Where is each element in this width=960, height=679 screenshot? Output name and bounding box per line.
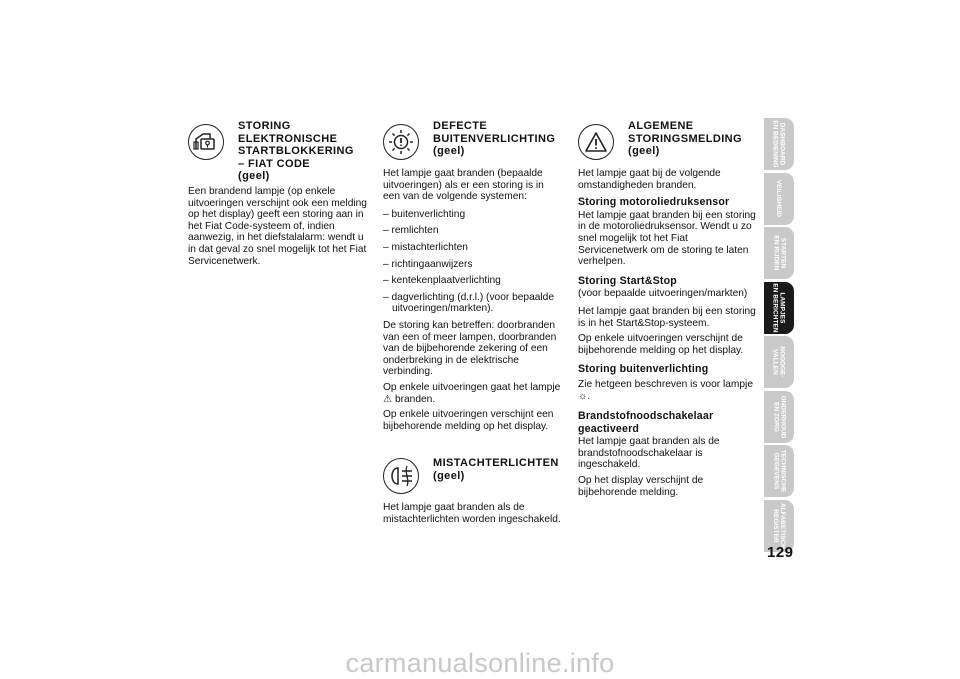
rear-fog-light-icon [383, 458, 419, 494]
start-stop-body-display: Op enkele uitvoeringen verschijnt de bijbehorende melding op het display. [578, 333, 744, 356]
rear-fog-header [383, 454, 563, 494]
page-number: 129 [767, 544, 794, 561]
chapter-tabs [764, 118, 796, 554]
start-stop-body: Het lampje gaat branden bij een storing is in het Start&Stop-systeem. [578, 305, 756, 329]
list-item: – buitenverlichting [383, 208, 466, 220]
tab-emergency[interactable]: NOODGE- VALLEN [764, 336, 794, 388]
column-general-fault [578, 120, 758, 502]
list-item: – richtingaanwijzers [383, 258, 473, 270]
tab-technical-data[interactable]: TECHNISCHE GEGEVENS [764, 445, 794, 497]
exterior-lights-note-warning: Op enkele uitvoeringen gaat het lampje ⚠ branden. [383, 381, 561, 405]
rear-fog-body: Het lampje gaat branden als de mistachterlichten worden ingeschakeld. [383, 502, 561, 525]
tab-maintenance[interactable]: ONDERHOUD EN ZORG [764, 391, 794, 443]
fuel-cutoff-body: Het lampje gaat branden als de brandstofnoodschakelaar is ingeschakeld. [578, 436, 720, 471]
start-stop-note: (voor bepaalde uitvoeringen/markten) [578, 288, 748, 300]
exterior-light-fault-icon [383, 124, 419, 160]
watermark: carmanualsonline.info [345, 648, 615, 678]
exterior-lights-cause: De storing kan betreffen: doorbranden van een of meer lampen, doorbranden van de bijbehorende zekering of een onderbreking in de elektrische verbinding. [383, 319, 557, 378]
exterior-lights-header [383, 120, 563, 160]
exterior-lights-note-display: Op enkele uitvoeringen verschijnt een bijbehorende melding op het display. [383, 409, 554, 432]
list-item: – dagverlichting (d.r.l.) (voor bepaalde uitvoeringen/markten). [383, 291, 555, 315]
oil-sensor-body: Het lampje gaat branden bij een storing in de motoroliedruksensor. Wendt u zo snel mogelijk tot het Fiat Servicenetwerk om de storing te laten verhelpen. [578, 209, 756, 268]
tab-starting[interactable]: STARTEN EN RIJDEN [764, 227, 794, 279]
tab-safety[interactable]: VEILIGHEID [764, 173, 794, 225]
list-item: – mistachterlichten [383, 241, 468, 253]
warning-triangle-icon [578, 124, 614, 160]
tab-dashboard[interactable]: DASHBOARD EN BEDIENING [764, 118, 794, 170]
list-item: – remlichten [383, 225, 439, 237]
fuel-cutoff-body-display: Op het display verschijnt de bijbehorende melding. [578, 475, 704, 498]
subheading-fuel-cutoff: Brandstofnoodschakelaar geactiveerd [578, 410, 714, 435]
tab-index[interactable]: ALFABETISCH REGISTER [764, 500, 794, 552]
general-fault-intro: Het lampje gaat bij de volgende omstandigheden branden. [578, 168, 721, 191]
rear-fog-title: MISTACHTERLICHTEN (geel) [433, 457, 559, 482]
immobilizer-key-icon [188, 124, 224, 160]
general-fault-title: ALGEMENE STORINGSMELDING (geel) [628, 120, 742, 158]
subheading-exterior-lights: Storing buitenverlichting [578, 363, 709, 376]
tab-warning-lights[interactable]: LAMPJES EN BERICHTEN [764, 282, 794, 334]
subheading-start-stop: Storing Start&Stop [578, 274, 677, 287]
exterior-lights-title: DEFECTE BUITENVERLICHTING (geel) [433, 120, 556, 158]
column-exterior-lights [383, 120, 563, 529]
exterior-lights-intro: Het lampje gaat branden (bepaalde uitvoeringen) als er een storing is in een van de volgende systemen: [383, 168, 544, 203]
general-fault-header [578, 120, 758, 160]
exterior-lights-ref: Zie hetgeen beschreven is voor lampje ☼. [578, 378, 753, 402]
subheading-oil-sensor: Storing motoroliedruksensor [578, 196, 730, 209]
fiat-code-title: STORING ELEKTRONISCHE STARTBLOKKERING – FIAT CODE (geel) [238, 120, 354, 183]
column-fiat-code [188, 120, 368, 271]
fiat-code-header [188, 120, 368, 183]
list-item: – kentekenplaatverlichting [383, 275, 501, 287]
fiat-code-body: Een brandend lampje (op enkele uitvoeringen verschijnt ook een melding op het display) geeft een storing aan in het Fiat Code-systeem of, indien aanwezig, in het diefstalalarm: wendt u in dat geval zo snel mogelijk tot het Fiat Servicenetwerk. [188, 185, 367, 267]
